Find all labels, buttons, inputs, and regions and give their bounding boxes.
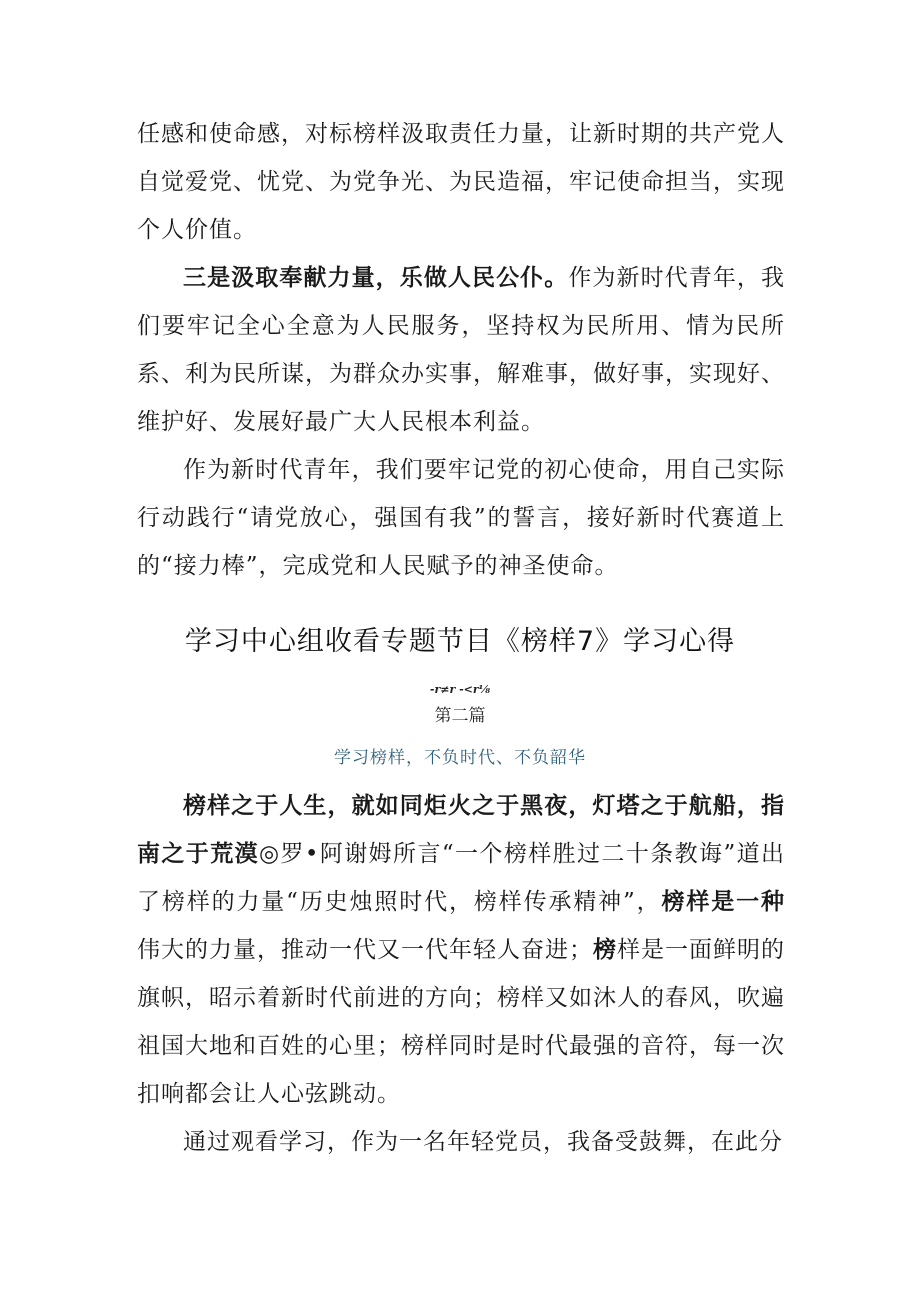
paragraph-role-model [137, 782, 785, 1118]
bold-phrase-c: 榜 [593, 936, 617, 963]
body-text-section [137, 782, 785, 1166]
bold-phrase-a: 榜样之于人生，就如同炬火之于黑夜，灯塔之于航船，指南之于荒漠 [137, 792, 785, 867]
text-phrase-a: ◎罗•阿谢姆所言“一个榜样胜过二十条教诲”道出了榜样的力量“历史烛照时代，榜样传承精神”， [137, 841, 786, 915]
paragraph-text: 作为新时代青年，我们要牢记全心全意为人民服务，坚持权为民所用、情为民所系、利为民所谋，为群众办实事，解难事，做好事，实现好、维护好、发展好最广大人民根本利益。 [137, 265, 786, 435]
text-phrase-b: 伟大的力量，推动一代又一代年轻人奋进； [137, 937, 593, 963]
paragraph-conclusion: 作为新时代青年，我们要牢记党的初心使命，用自己实际行动践行“请党放心，强国有我”的誓言，接好新时代赛道上的“接力棒”，完成党和人民赋予的神圣使命。 [137, 457, 785, 579]
paragraph-reflection: 通过观看学习，作为一名年轻党员，我备受鼓舞，在此分 [183, 1129, 783, 1155]
text-phrase-c: 样是一面鲜明的旗帜，昭示着新时代前进的方向；榜样又如沐人的春风，吹遍祖国大地和百姓的心里；榜样同时是时代最强的音符，每一次扣响都会让人心弦跳动。 [137, 937, 785, 1107]
bold-phrase-b: 榜样是一种 [661, 888, 785, 915]
article-title: 学习中心组收看专题节目《榜样7》学习心得 [184, 626, 736, 657]
title-ornament: -r≠r -<r⅛ [429, 683, 491, 696]
paragraph-lead-bold: 三是汲取奉献力量，乐做人民公仆。 [183, 264, 569, 291]
top-text-section [137, 110, 785, 590]
article-subtitle: 学习榜样，不负时代、不负韶华 [334, 748, 586, 768]
part-label: 第二篇 [434, 706, 486, 726]
paragraph-dedication [137, 254, 785, 446]
paragraph-continuation: 任感和使命感，对标榜样汲取责任力量，让新时期的共产党人自觉爱党、忧党、为党争光、为民造福，牢记使命担当，实现个人价值。 [137, 121, 785, 243]
